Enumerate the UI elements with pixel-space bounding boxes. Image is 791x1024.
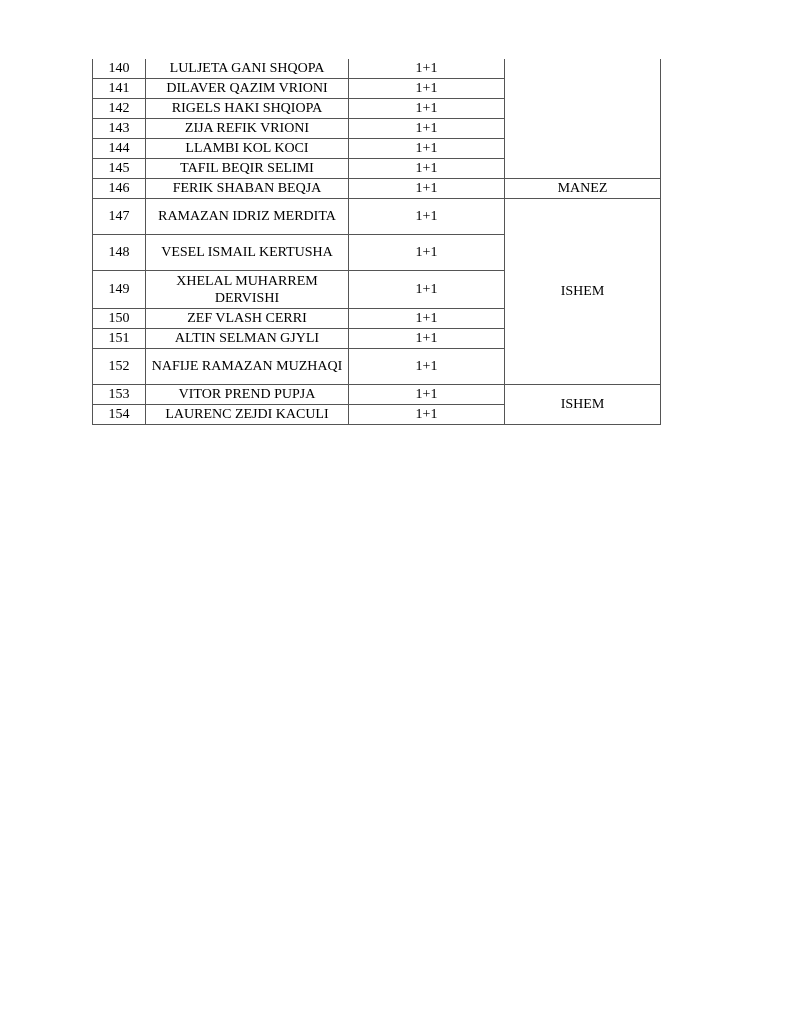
row-name: TAFIL BEQIR SELIMI: [146, 159, 349, 179]
row-quantity: 1+1: [349, 199, 505, 235]
row-quantity: 1+1: [349, 271, 505, 309]
row-quantity: 1+1: [349, 309, 505, 329]
row-number: 152: [93, 349, 146, 385]
row-quantity: 1+1: [349, 139, 505, 159]
row-name: VESEL ISMAIL KERTUSHA: [146, 235, 349, 271]
row-quantity: 1+1: [349, 405, 505, 425]
location-cell-empty: [505, 59, 661, 179]
row-quantity: 1+1: [349, 349, 505, 385]
row-number: 151: [93, 329, 146, 349]
table-row: [93, 179, 661, 199]
row-number: 141: [93, 79, 146, 99]
row-name: FERIK SHABAN BEQJA: [146, 179, 349, 199]
row-number: 144: [93, 139, 146, 159]
row-name: ZIJA REFIK VRIONI: [146, 119, 349, 139]
row-name: LULJETA GANI SHQOPA: [146, 59, 349, 79]
table-row: [93, 385, 661, 405]
row-name: NAFIJE RAMAZAN MUZHAQI: [146, 349, 349, 385]
row-name: RIGELS HAKI SHQIOPA: [146, 99, 349, 119]
row-name: XHELAL MUHARREM DERVISHI: [146, 271, 349, 309]
row-name: RAMAZAN IDRIZ MERDITA: [146, 199, 349, 235]
row-quantity: 1+1: [349, 119, 505, 139]
row-name: ALTIN SELMAN GJYLI: [146, 329, 349, 349]
row-quantity: 1+1: [349, 79, 505, 99]
row-quantity: 1+1: [349, 59, 505, 79]
table-row: [93, 59, 661, 79]
row-number: 145: [93, 159, 146, 179]
row-quantity: 1+1: [349, 235, 505, 271]
row-number: 147: [93, 199, 146, 235]
row-number: 148: [93, 235, 146, 271]
table-row: [93, 199, 661, 235]
location-cell: ISHEM: [505, 199, 661, 385]
row-quantity: 1+1: [349, 99, 505, 119]
row-name: LAURENC ZEJDI KACULI: [146, 405, 349, 425]
location-cell: MANEZ: [505, 179, 661, 199]
row-number: 149: [93, 271, 146, 309]
location-cell: ISHEM: [505, 385, 661, 425]
row-name: LLAMBI KOL KOCI: [146, 139, 349, 159]
row-quantity: 1+1: [349, 329, 505, 349]
row-quantity: 1+1: [349, 385, 505, 405]
row-number: 150: [93, 309, 146, 329]
row-name: ZEF VLASH CERRI: [146, 309, 349, 329]
beneficiary-table: [92, 59, 661, 425]
row-quantity: 1+1: [349, 179, 505, 199]
row-number: 142: [93, 99, 146, 119]
row-number: 140: [93, 59, 146, 79]
row-number: 143: [93, 119, 146, 139]
row-name: VITOR PREND PUPJA: [146, 385, 349, 405]
row-quantity: 1+1: [349, 159, 505, 179]
row-number: 153: [93, 385, 146, 405]
row-name: DILAVER QAZIM VRIONI: [146, 79, 349, 99]
row-number: 146: [93, 179, 146, 199]
row-number: 154: [93, 405, 146, 425]
